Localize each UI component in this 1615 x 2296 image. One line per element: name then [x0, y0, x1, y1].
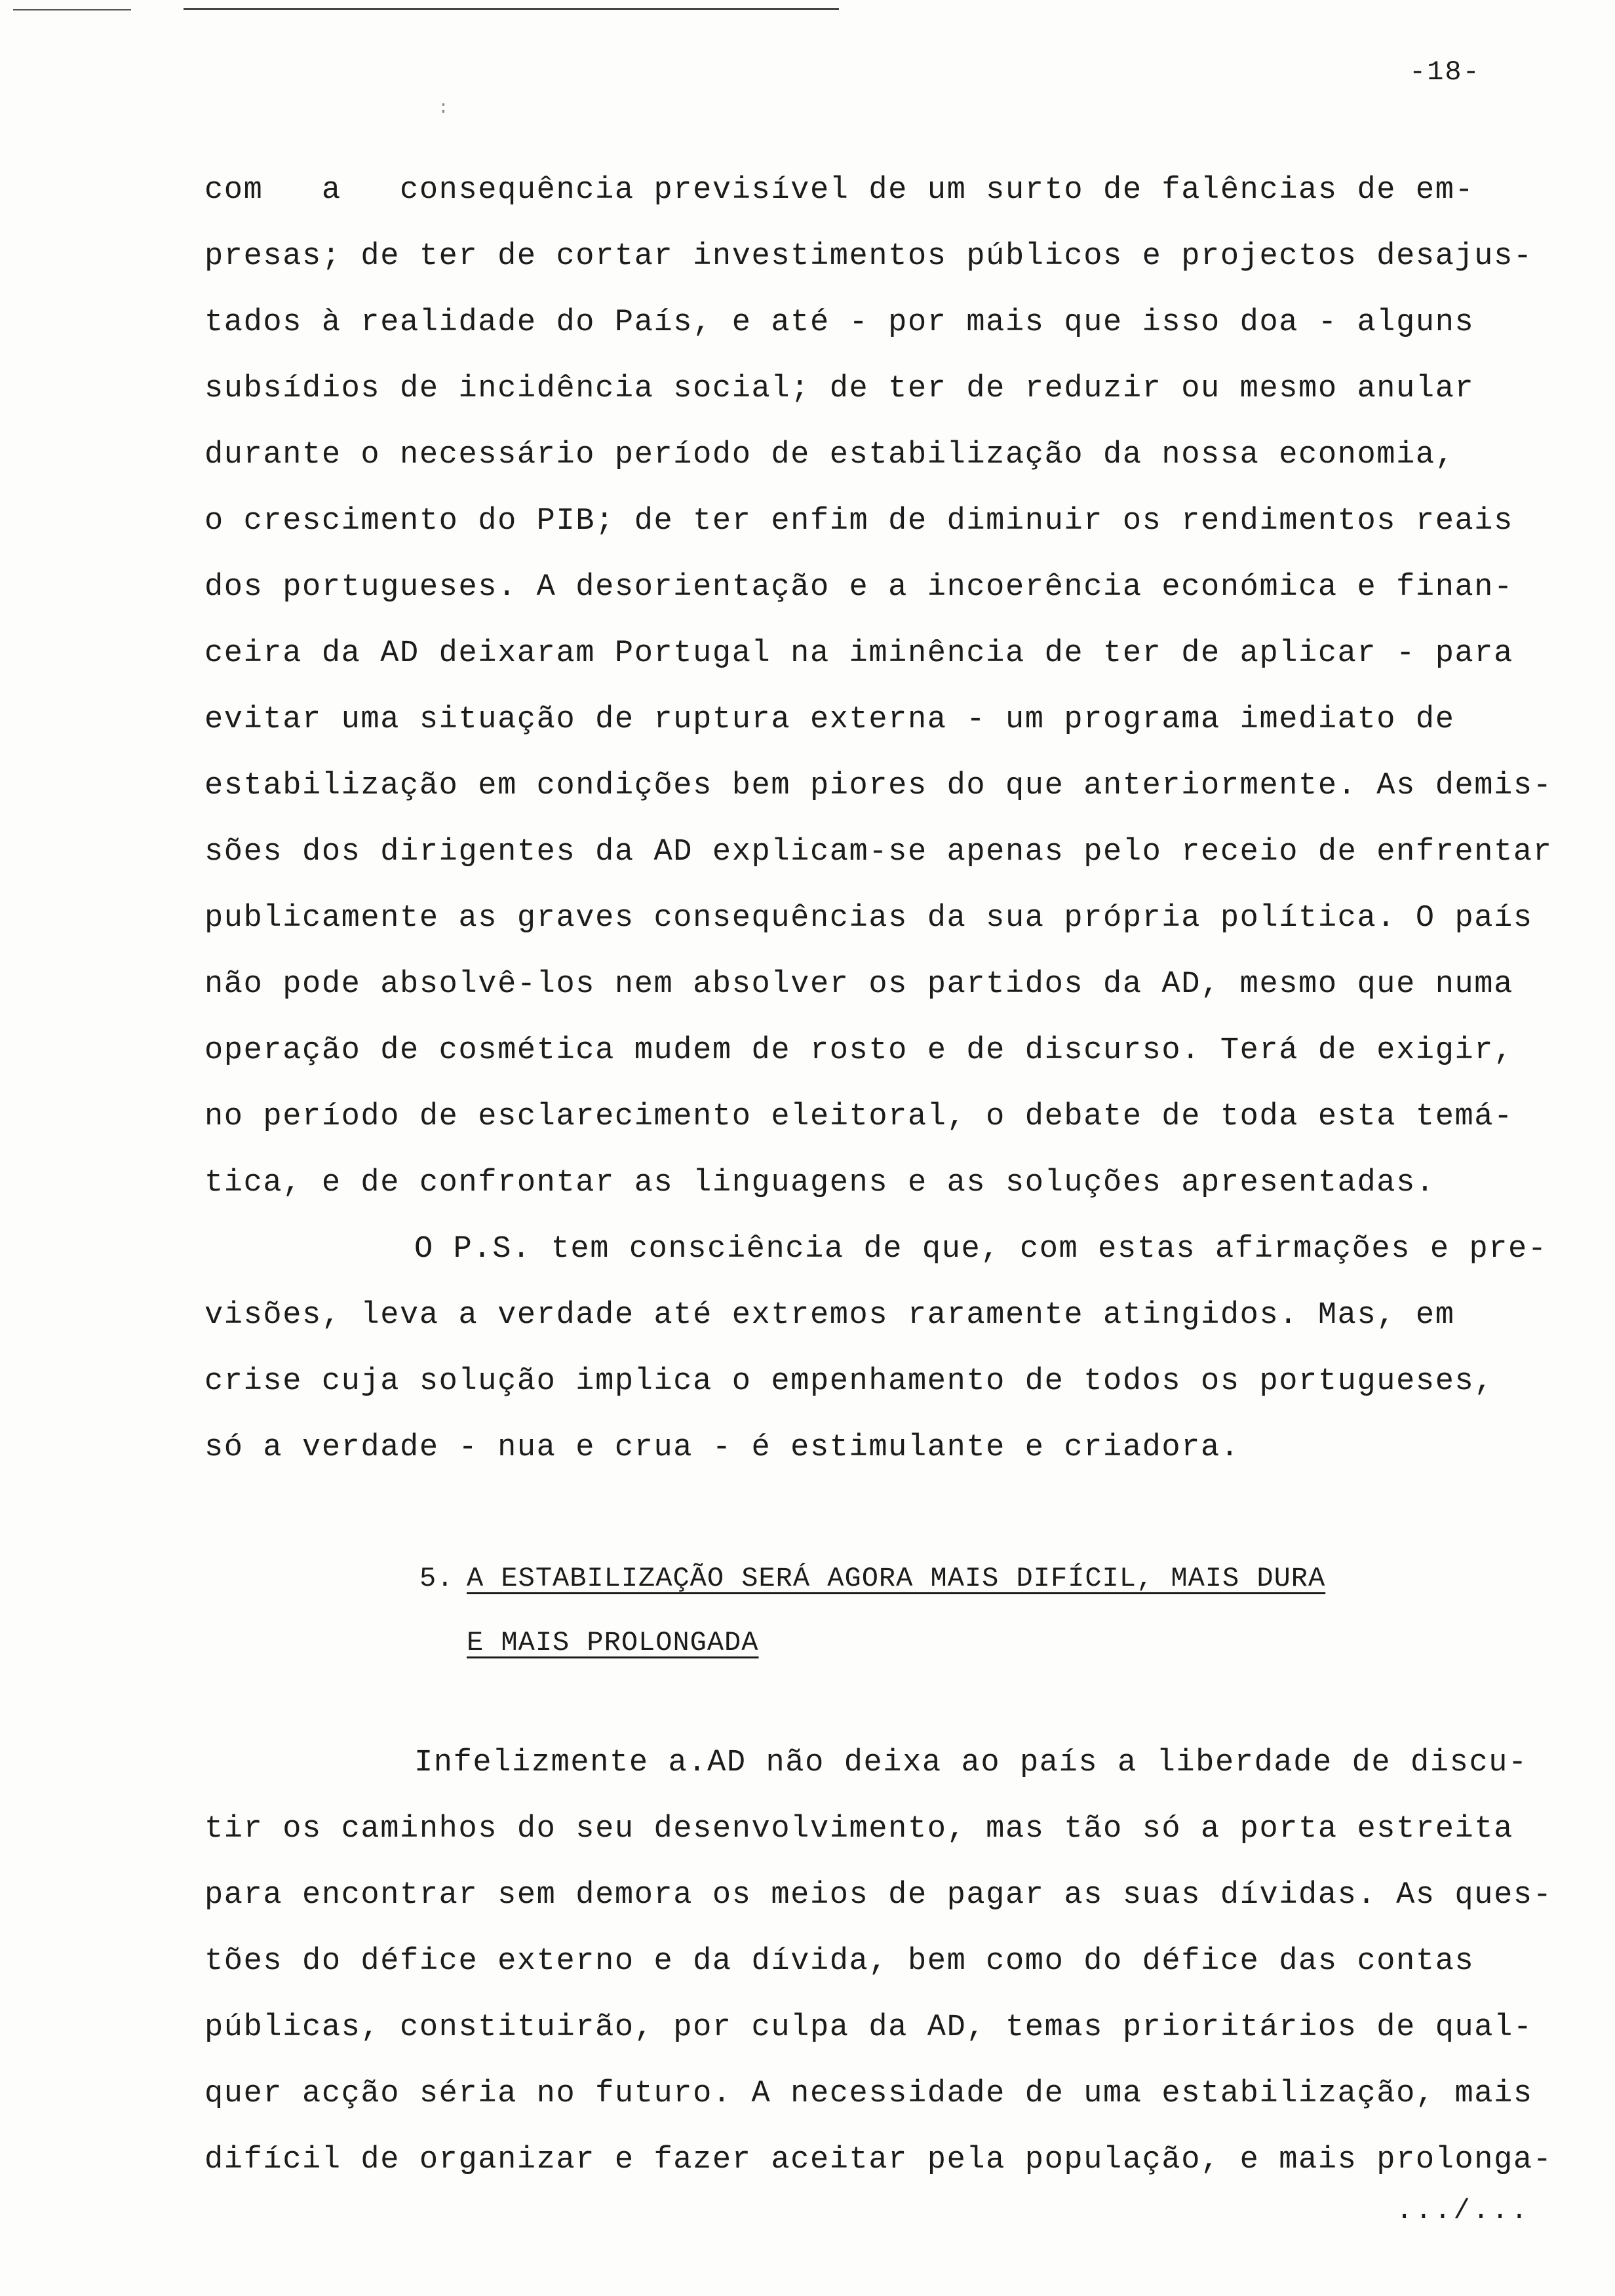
top-rule: [184, 8, 839, 10]
paragraph-line: dos portugueses. A desorientação e a incoerência económica e finan-: [204, 570, 1513, 605]
top-left-rule: [13, 9, 131, 10]
section-number: 5.: [419, 1563, 454, 1594]
paragraph-2: [204, 1216, 1547, 1481]
paragraph-3: [204, 1730, 1553, 2193]
paragraph-line: só a verdade - nua e crua - é estimulante e criadora.: [204, 1430, 1240, 1465]
paragraph-line: visões, leva a verdade até extremos raramente atingidos. Mas, em: [204, 1298, 1455, 1333]
paragraph-line: durante o necessário período de estabilização da nossa economia,: [204, 438, 1455, 472]
paragraph-line: publicamente as graves consequências da sua própria política. O país: [204, 901, 1533, 936]
paragraph-line: crise cuja solução implica o empenhamento de todos os portugueses,: [204, 1364, 1494, 1399]
paragraph-line: evitar uma situação de ruptura externa - um programa imediato de: [204, 702, 1455, 737]
paragraph-line: para encontrar sem demora os meios de pagar as suas dívidas. As ques-: [204, 1878, 1553, 1913]
paragraph-line: estabilização em condições bem piores do que anteriormente. As demis-: [204, 769, 1553, 803]
section-title-line-1: A ESTABILIZAÇÃO SERÁ AGORA MAIS DIFÍCIL, MAIS DURA: [467, 1563, 1326, 1594]
page-number: -18-: [1409, 56, 1481, 88]
paragraph-line: públicas, constituirão, por culpa da AD, temas prioritários de qual-: [204, 2010, 1533, 2045]
section-title-line-2: E MAIS PROLONGADA: [467, 1627, 759, 1658]
paragraph-line: tados à realidade do País, e até - por mais que isso doa - alguns: [204, 305, 1475, 340]
paragraph-line: com a consequência previsível de um surto de falências de em-: [204, 173, 1475, 208]
paragraph-line: presas; de ter de cortar investimentos públicos e projectos desajus-: [204, 239, 1533, 274]
paragraph-line: não pode absolvê-los nem absolver os partidos da AD, mesmo que numa: [204, 967, 1513, 1002]
paragraph-line: quer acção séria no futuro. A necessidade de uma estabilização, mais: [204, 2076, 1533, 2111]
paragraph-1: [204, 157, 1553, 1216]
paragraph-line: no período de esclarecimento eleitoral, o debate de toda esta temá-: [204, 1100, 1513, 1134]
paragraph-line: tões do défice externo e da dívida, bem como do défice das contas: [204, 1944, 1475, 1979]
paragraph-line: operação de cosmética mudem de rosto e de discurso. Terá de exigir,: [204, 1033, 1513, 1068]
paragraph-line: ceira da AD deixaram Portugal na iminência de ter de aplicar - para: [204, 636, 1513, 671]
section-heading: [419, 1546, 1325, 1675]
paragraph-line: tica, e de confrontar as linguagens e as soluções apresentadas.: [204, 1166, 1435, 1200]
paragraph-line: tir os caminhos do seu desenvolvimento, mas tão só a porta estreita: [204, 1812, 1513, 1846]
paragraph-line: sões dos dirigentes da AD explicam-se apenas pelo receio de enfrentar: [204, 835, 1553, 870]
stray-mark: :: [438, 98, 449, 119]
paragraph-line: Infelizmente a.AD não deixa ao país a liberdade de discu-: [414, 1746, 1528, 1780]
paragraph-line: difícil de organizar e fazer aceitar pela população, e mais prolonga-: [204, 2143, 1553, 2177]
paragraph-line: subsídios de incidência social; de ter de reduzir ou mesmo anular: [204, 372, 1475, 406]
paragraph-line: O P.S. tem consciência de que, com estas afirmações e pre-: [414, 1232, 1547, 1267]
continuation-mark: .../...: [1396, 2195, 1530, 2227]
paragraph-line: o crescimento do PIB; de ter enfim de diminuir os rendimentos reais: [204, 504, 1513, 539]
